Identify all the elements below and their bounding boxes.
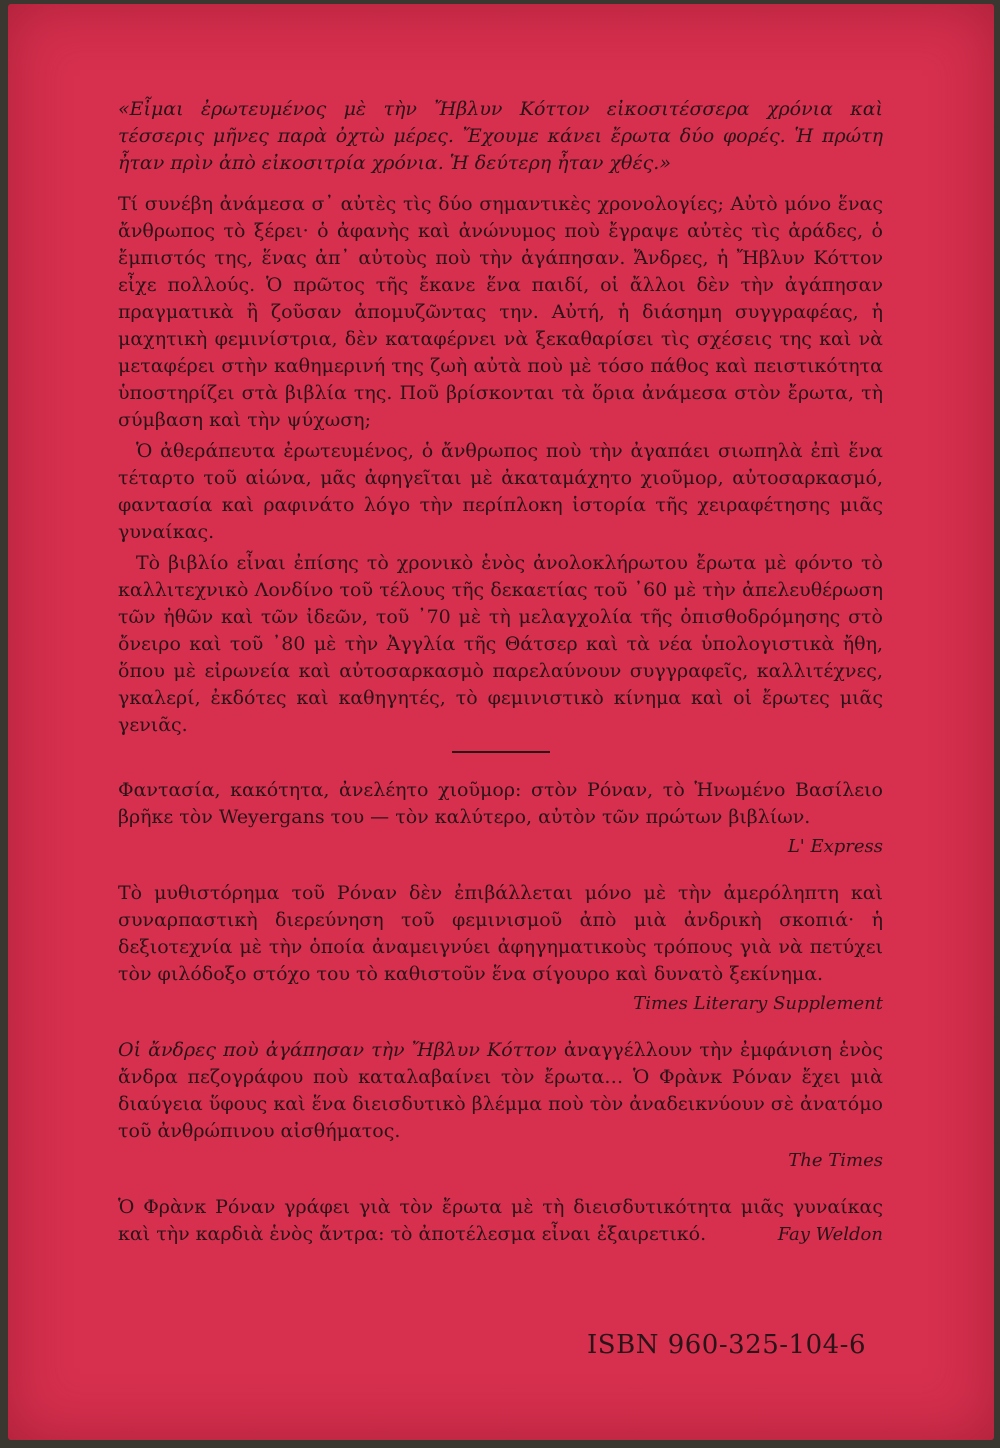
isbn-number: ISBN 960-325-104-6 [587, 1330, 866, 1360]
review-body-3: ἀναγγέλλουν τὴν ἐμφάνιση ἑνὸς ἄνδρα πεζογράφου ποὺ καταλαβαίνει τὸν ἔρωτα… Ὁ Φρὰνκ Ρόναν ἔχει μιὰ διαύγεια ὕφους καὶ ἕνα διεισδυτικὸ βλέμμα ποὺ τὸν ἀναδεικνύουν σὲ ἀνατόμο τοῦ ἀνθρώπινου αἰσθήματος. [118, 1039, 883, 1142]
review-text-4 [118, 1194, 883, 1248]
review-source-4: Fay Weldon [777, 1224, 883, 1245]
review-text-3 [118, 1037, 883, 1145]
synopsis-paragraph-3: Τὸ βιβλίο εἶναι ἐπίσης τὸ χρονικὸ ἑνὸς ἀνολοκλήρωτου ἔρωτα μὲ φόντο τὸ καλλιτεχνικὸ Λονδίνο τοῦ τέλους τῆς δεκαετίας τοῦ ᾽60 μὲ τὴν ἀπελευθέρωση τῶν ἠθῶν καὶ τῶν ἰδεῶν, τοῦ ᾽70 μὲ τὴ μελαγχολία τῆς ὀπισθοδρόμησης στὸ ὄνειρο καὶ τοῦ ᾽80 μὲ τὴν Ἀγγλία τῆς Θάτσερ καὶ τὰ νέα ὑπολογιστικὰ ἤθη, ὅπου μὲ εἰρωνεία καὶ αὐτοσαρκασμὸ παρελαύνουν συγγραφεῖς, καλλιτέχνες, γκαλερί, ἐκδότες καὶ καθηγητές, τὸ φεμινιστικὸ κίνημα καὶ οἱ ἔρωτες μιᾶς γενιᾶς. [118, 552, 883, 736]
cover-text [118, 96, 883, 1248]
review-source-1: L' Express [787, 836, 883, 857]
review-source-3: The Times [788, 1150, 883, 1171]
section-divider [452, 751, 550, 753]
book-back-cover [8, 4, 994, 1440]
review-text-1: Φαντασία, κακότητα, ἀνελέητο χιοῦμορ: στὸν Ρόναν, τὸ Ἡνωμένο Βασίλειο βρῆκε τὸν Weyergans του — τὸν καλύτερο, αὐτὸν τῶν πρώτων βιβλίων. [118, 779, 883, 828]
opening-quote: «Εἶμαι ἐρωτευμένος μὲ τὴν Ἤβλυν Κόττον εἰκοσιτέσσερα χρόνια καὶ τέσσερις μῆνες παρὰ ὀχτὼ μέρες. Ἔχουμε κάνει ἔρωτα δύο φορές. Ἡ πρώτη ἦταν πρὶν ἀπὸ εἰκοσιτρία χρόνια. Ἡ δεύτερη ἦταν χθές.» [118, 98, 883, 174]
review-body-4: Ὁ Φρὰνκ Ρόναν γράφει γιὰ τὸν ἔρωτα μὲ τὴ διεισδυτικότητα μιᾶς γυναίκας καὶ τὴν καρδιὰ ἑνὸς ἄντρα: τὸ ἀποτέλεσμα εἶναι ἐξαιρετικό. [118, 1196, 883, 1245]
synopsis-paragraph-2: Ὁ ἀθεράπευτα ἐρωτευμένος, ὁ ἄνθρωπος ποὺ τὴν ἀγαπάει σιωπηλὰ ἐπὶ ἕνα τέταρτο τοῦ αἰώνα, μᾶς ἀφηγεῖται μὲ ἀκαταμάχητο χιοῦμορ, αὐτοσαρκασμό, φαντασία καὶ ραφινάτο λόγο τὴν περίπλοκη ἱστορία τῆς χειραφέτησης μιᾶς γυναίκας. [118, 440, 883, 543]
review-source-2: Times Literary Supplement [633, 993, 883, 1014]
synopsis-paragraph-1: Τί συνέβη ἀνάμεσα σ᾽ αὐτὲς τὶς δύο σημαντικὲς χρονολογίες; Αὐτὸ μόνο ἕνας ἄνθρωπος τὸ ξέρει· ὁ ἀφανὴς καὶ ἀνώνυμος ποὺ ἔγραψε αὐτὲς τὶς ἀράδες, ὁ ἔμπιστός της, ἕνας ἀπ᾽ αὐτοὺς ποὺ τὴν ἀγάπησαν. Ἄνδρες, ἡ Ἤβλυν Κόττον εἶχε πολλούς. Ὁ πρῶτος τῆς ἔκανε ἕνα παιδί, οἱ ἄλλοι δὲν τὴν ἀγάπησαν πραγματικὰ ἢ ζοῦσαν ἀπομυζῶντας την. Αὐτή, ἡ διάσημη συγγραφέας, ἡ μαχητικὴ φεμινίστρια, δὲν καταφέρνει νὰ ξεκαθαρίσει τὶς σχέσεις της καὶ νὰ μεταφέρει στὴν καθημερινή της ζωὴ αὐτὰ ποὺ μὲ τόσο πάθος καὶ πειστικότητα ὑποστηρίζει στὰ βιβλία της. Ποῦ βρίσκονται τὰ ὅρια ἀνάμεσα στὸν ἔρωτα, τὴ σύμβαση καὶ τὴν ψύχωση; [118, 193, 883, 431]
review-text-2: Τὸ μυθιστόρημα τοῦ Ρόναν δὲν ἐπιβάλλεται μόνο μὲ τὴν ἀμερόληπτη καὶ συναρπαστικὴ διερεύνηση τοῦ φεμινισμοῦ ἀπὸ μιὰ ἀνδρικὴ σκοπιά· ἡ δεξιοτεχνία μὲ τὴν ὁποία ἀναμειγνύει ἀφηγηματικοὺς τρόπους γιὰ νὰ πετύχει τὸν φιλόδοξο στόχο του τὸ καθιστοῦν ἕνα σίγουρο καὶ δυνατὸ ξεκίνημα. [118, 882, 883, 985]
book-title: Οἱ ἄνδρες ποὺ ἀγάπησαν τὴν Ἤβλυν Κόττον [118, 1039, 557, 1061]
